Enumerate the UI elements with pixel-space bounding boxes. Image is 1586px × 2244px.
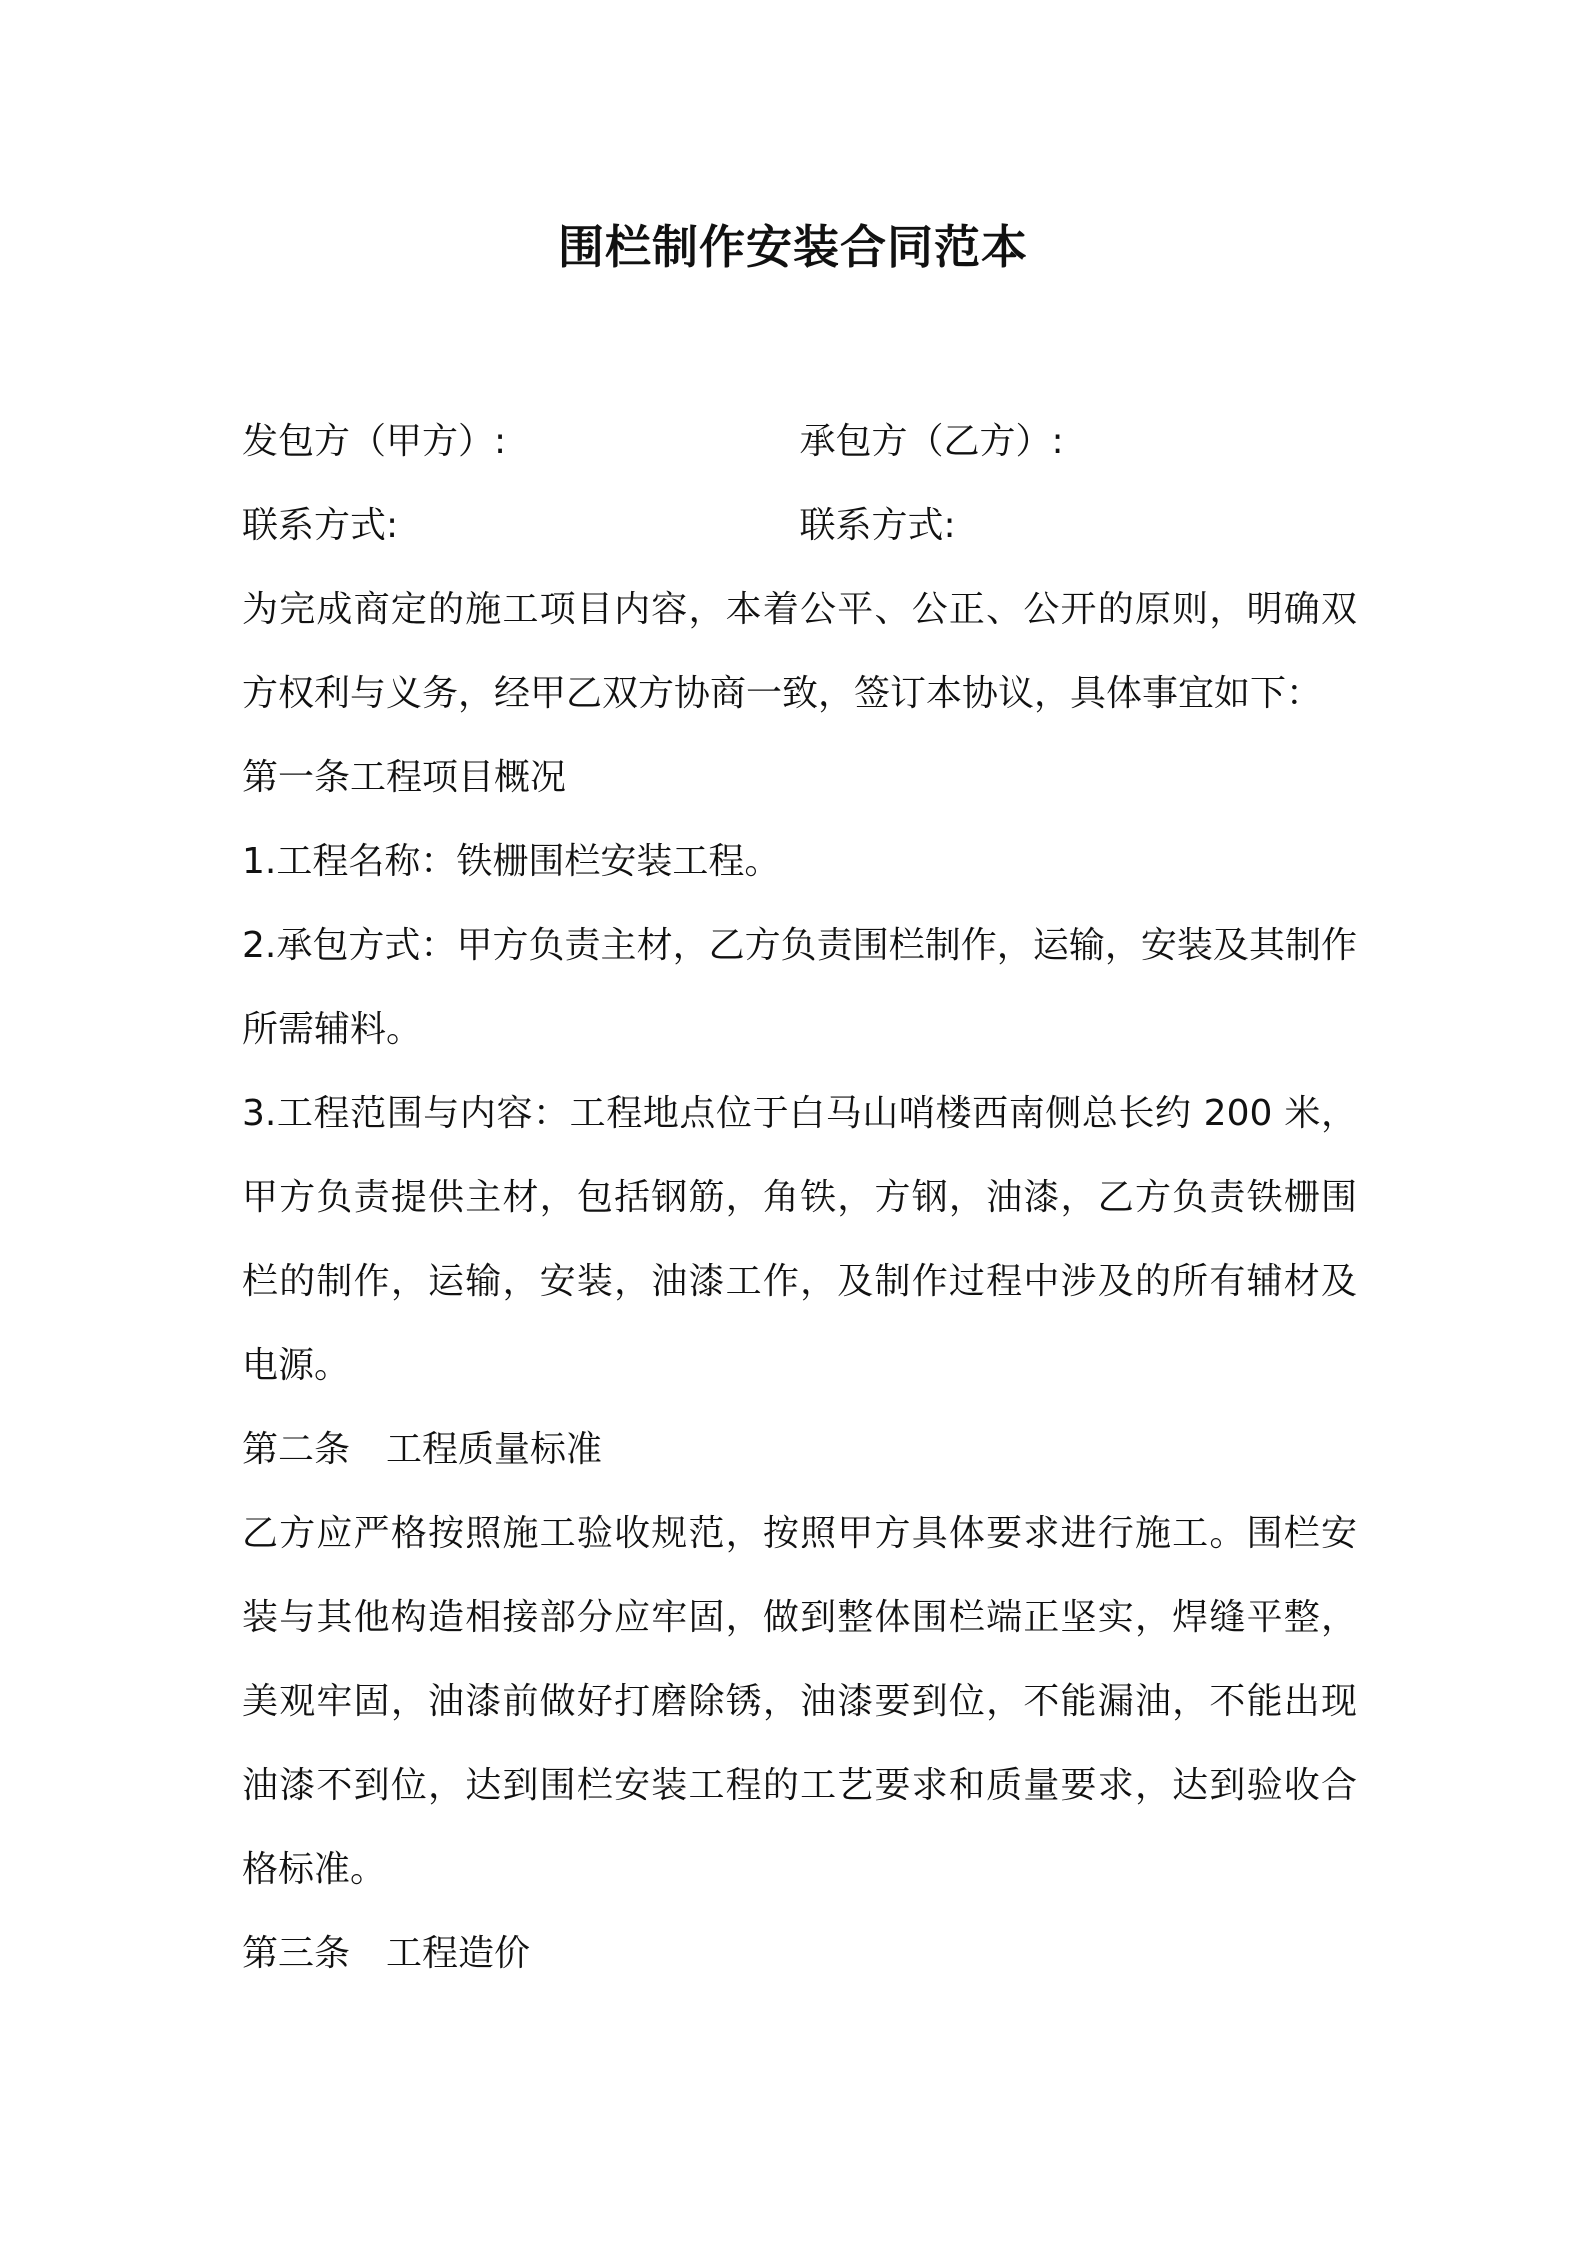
article-1-item-2: 2.承包方式：甲方负责主材，乙方负责围栏制作，运输，安装及其制作所需辅料。 [242,925,1357,1050]
article-1-heading: 第一条工程项目概况 [242,757,567,798]
party-row [242,400,1357,484]
party-b-label: 承包方（乙方）: [799,421,1064,462]
intro-paragraph: 为完成商定的施工项目内容，本着公平、公正、公开的原则，明确双方权利与义务，经甲乙双方协商一致，签订本协议，具体事宜如下： [242,589,1357,714]
article-1-item-1: 1.工程名称：铁栅围栏安装工程。 [242,841,781,882]
contact-b-label: 联系方式: [799,505,956,546]
article-2-paragraph: 乙方应严格按照施工验收规范，按照甲方具体要求进行施工。围栏安装与其他构造相接部分应牢固，做到整体围栏端正坚实，焊缝平整，美观牢固，油漆前做好打磨除锈，油漆要到位，不能漏油，不能出现油漆不到位，达到围栏安装工程的工艺要求和质量要求，达到验收合格标准。 [242,1513,1357,1890]
article-3-heading: 第三条 工程造价 [242,1933,531,1974]
party-a-label: 发包方（甲方）: [242,421,507,462]
document-body [242,400,1357,1996]
contact-row [242,484,1357,568]
article-1-item-3: 3.工程范围与内容：工程地点位于白马山哨楼西南侧总长约 200 米，甲方负责提供主材，包括钢筋，角铁，方钢，油漆，乙方负责铁栅围栏的制作，运输，安装，油漆工作，及制作过程中涉及的所有辅材及电源。 [242,1093,1357,1386]
article-2-heading: 第二条 工程质量标准 [242,1429,603,1470]
contact-a-label: 联系方式: [242,505,399,546]
document-title: 围栏制作安装合同范本 [558,220,1028,274]
